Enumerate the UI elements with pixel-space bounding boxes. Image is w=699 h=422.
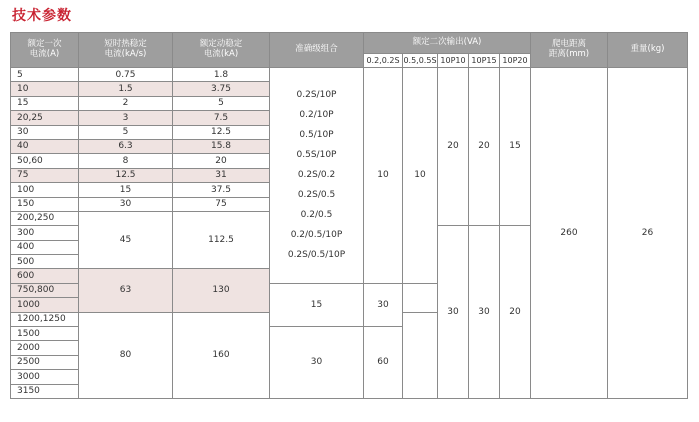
header-thermal: 短时热稳定 电流(kA/s) [79,33,173,68]
cell-current: 600 [11,269,79,283]
header-secondary-output: 额定二次输出(VA) [364,33,531,54]
accuracy-item: 0.2S/0.5/10P [287,250,346,261]
cell-dynamic: 31 [173,168,270,182]
cell-thermal-group1: 45 [79,211,173,269]
cell-dynamic: 7.5 [173,111,270,125]
va-05-block2: 30 [364,283,403,326]
accuracy-item: 0.2/10P [299,110,334,121]
subheader-05: 0.5,0.5S [403,54,438,68]
subheader-10p15: 10P15 [469,54,500,68]
cell-current: 20,25 [11,111,79,125]
accuracy-item: 0.2/0.5 [300,210,333,221]
subheader-10p10: 10P10 [438,54,469,68]
cell-current: 1200,1250 [11,312,79,326]
cell-current: 400 [11,240,79,254]
accuracy-list-cell [270,68,364,284]
cell-dynamic: 75 [173,197,270,211]
cell-thermal: 0.75 [79,68,173,82]
creepage-value: 260 [531,68,608,399]
cell-current: 30 [11,125,79,139]
cell-thermal: 15 [79,183,173,197]
accuracy-item: 0.2/0.5/10P [290,230,343,241]
accuracy-item: 0.5/10P [299,130,334,141]
cell-thermal: 2 [79,96,173,110]
header-dynamic: 额定动稳定 电流(kA) [173,33,270,68]
cell-current: 2500 [11,355,79,369]
spec-table [10,32,688,399]
cell-current: 3000 [11,370,79,384]
cell-thermal-group2: 63 [79,269,173,312]
va-02-block2: 15 [270,283,364,326]
cell-thermal: 8 [79,154,173,168]
subheader-10p20: 10P20 [500,54,531,68]
cell-current: 100 [11,183,79,197]
cell-current: 50,60 [11,154,79,168]
accuracy-item: 0.2S/0.2 [297,170,336,181]
cell-dynamic: 20 [173,154,270,168]
cell-dynamic: 12.5 [173,125,270,139]
va-02-block1: 10 [364,68,403,284]
cell-current: 1500 [11,327,79,341]
cell-thermal: 30 [79,197,173,211]
cell-current: 75 [11,168,79,182]
cell-current: 1000 [11,298,79,312]
weight-value: 26 [608,68,688,399]
cell-current: 3150 [11,384,79,398]
cell-dynamic-group2: 130 [173,269,270,312]
accuracy-item: 0.5S/10P [296,150,337,161]
cell-thermal: 12.5 [79,168,173,182]
accuracy-item: 0.2S/10P [296,90,337,101]
cell-current: 300 [11,226,79,240]
va-02-block3: 30 [270,327,364,399]
accuracy-empty-cell [403,312,438,398]
va-10p15-block2: 30 [469,226,500,399]
cell-thermal: 6.3 [79,139,173,153]
va-10p10-block2: 30 [438,226,469,399]
header-accuracy: 准确级组合 [270,33,364,68]
cell-dynamic: 1.8 [173,68,270,82]
cell-thermal: 1.5 [79,82,173,96]
cell-dynamic: 5 [173,96,270,110]
accuracy-item: 0.2S/0.5 [297,190,336,201]
cell-current: 5 [11,68,79,82]
cell-dynamic-group3: 160 [173,312,270,398]
subheader-02: 0.2,0.2S [364,54,403,68]
cell-dynamic: 3.75 [173,82,270,96]
va-10p10-block1: 20 [438,68,469,226]
header-creepage: 爬电距离 距离(mm) [531,33,608,68]
cell-current: 500 [11,255,79,269]
cell-dynamic: 37.5 [173,183,270,197]
cell-current: 40 [11,139,79,153]
va-05-block1: 10 [403,68,438,284]
header-weight: 重量(kg) [608,33,688,68]
header-rated-current: 额定一次 电流(A) [11,33,79,68]
cell-current: 10 [11,82,79,96]
va-10p15-block1: 20 [469,68,500,226]
cell-thermal-group3: 80 [79,312,173,398]
va-10p20-block1: 15 [500,68,531,226]
cell-current: 2000 [11,341,79,355]
cell-current: 150 [11,197,79,211]
va-05-block3: 60 [364,327,403,399]
cell-current: 200,250 [11,211,79,225]
cell-current: 15 [11,96,79,110]
cell-dynamic-group1: 112.5 [173,211,270,269]
cell-current: 750,800 [11,283,79,297]
section-title: 技术参数 [12,8,72,24]
cell-thermal: 3 [79,111,173,125]
va-10p20-block2: 20 [500,226,531,399]
cell-dynamic: 15.8 [173,139,270,153]
cell-thermal: 5 [79,125,173,139]
